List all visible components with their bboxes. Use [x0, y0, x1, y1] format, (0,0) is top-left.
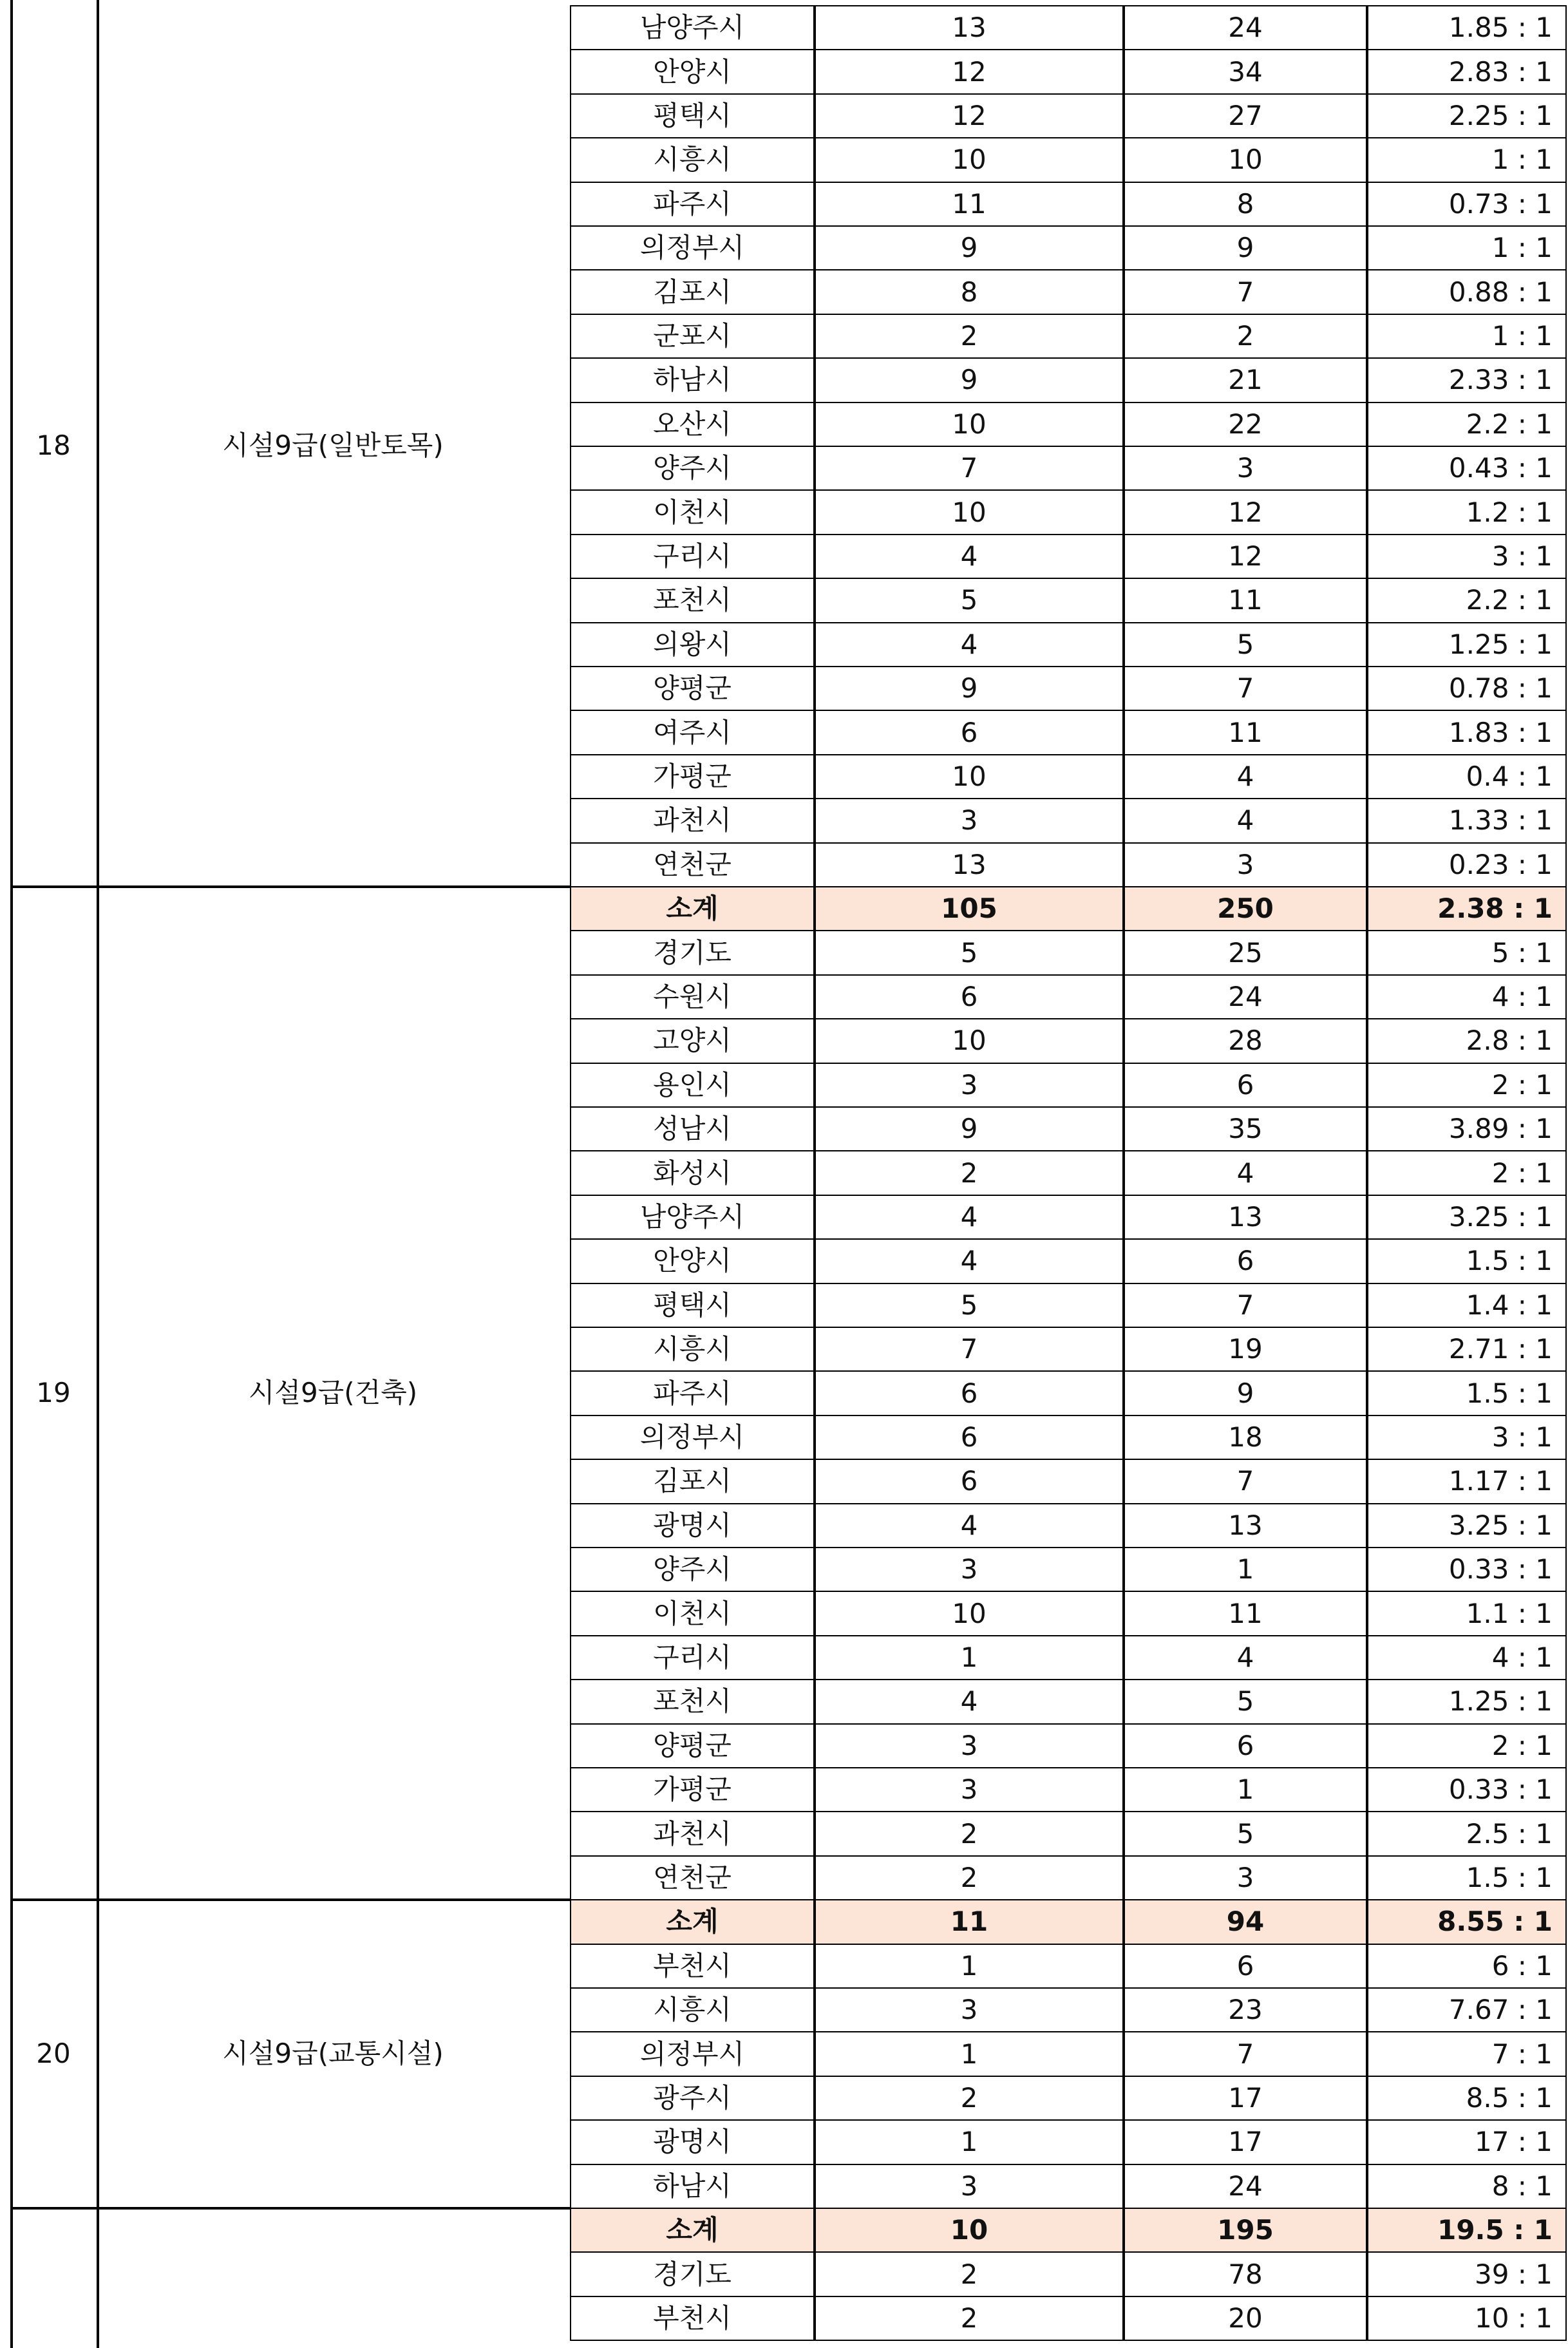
cell-positions: 9 — [815, 225, 1124, 270]
cell-applicants: 25 — [1124, 930, 1367, 975]
cell-positions: 10 — [815, 489, 1124, 535]
cell-applicants: 24 — [1124, 974, 1367, 1019]
cell-applicants: 5 — [1124, 1679, 1367, 1724]
cell-region: 양주시 — [570, 446, 815, 491]
cell-positions: 8 — [815, 269, 1124, 314]
cell-ratio: 8.5 : 1 — [1367, 2076, 1567, 2121]
cell-region: 평택시 — [570, 93, 815, 138]
cell-applicants: 23 — [1124, 1987, 1367, 2032]
cell-positions: 7 — [815, 1327, 1124, 1372]
cell-ratio: 2.71 : 1 — [1367, 1327, 1567, 1372]
cell-region: 가평군 — [570, 754, 815, 799]
cell-positions: 13 — [815, 5, 1124, 50]
cell-positions: 2 — [815, 1811, 1124, 1856]
group-number: 19 — [36, 1376, 71, 1408]
group-separator-line — [10, 2207, 571, 2210]
cell-region: 광명시 — [570, 2119, 815, 2164]
cell-ratio: 2.8 : 1 — [1367, 1018, 1567, 1063]
cell-positions: 9 — [815, 666, 1124, 711]
cell-region: 부천시 — [570, 2296, 815, 2341]
cell-ratio: 2.83 : 1 — [1367, 49, 1567, 94]
cell-ratio: 2.33 : 1 — [1367, 357, 1567, 402]
cell-region: 가평군 — [570, 1767, 815, 1812]
cell-ratio: 2 : 1 — [1367, 1723, 1567, 1768]
cell-applicants: 12 — [1124, 534, 1367, 579]
cell-positions: 3 — [815, 1987, 1124, 2032]
cell-ratio: 4 : 1 — [1367, 1635, 1567, 1680]
cell-region: 의왕시 — [570, 622, 815, 667]
cell-positions: 6 — [815, 1459, 1124, 1504]
cell-positions: 2 — [815, 2296, 1124, 2341]
cell-applicants: 7 — [1124, 2031, 1367, 2076]
cell-ratio: 1.17 : 1 — [1367, 1459, 1567, 1504]
cell-applicants: 17 — [1124, 2119, 1367, 2164]
cell-positions: 5 — [815, 1283, 1124, 1328]
group-category: 시설9급(교통시설) — [222, 2037, 444, 2069]
cell-positions: 2 — [815, 314, 1124, 359]
cell-positions: 4 — [815, 1195, 1124, 1240]
cell-region: 김포시 — [570, 1459, 815, 1504]
cell-applicants: 13 — [1124, 1503, 1367, 1548]
cell-ratio: 1.4 : 1 — [1367, 1283, 1567, 1328]
cell-ratio: 3 : 1 — [1367, 1415, 1567, 1460]
cell-region: 연천군 — [570, 842, 815, 887]
cell-region: 의정부시 — [570, 225, 815, 270]
cell-applicants: 9 — [1124, 225, 1367, 270]
cell-positions: 2 — [815, 2076, 1124, 2121]
cell-applicants: 195 — [1124, 2208, 1367, 2253]
cell-region: 연천군 — [570, 1855, 815, 1900]
cell-positions: 7 — [815, 446, 1124, 491]
cell-region: 시흥시 — [570, 1987, 815, 2032]
cell-ratio: 1 : 1 — [1367, 314, 1567, 359]
cell-applicants: 27 — [1124, 93, 1367, 138]
cell-region: 부천시 — [570, 1944, 815, 1989]
cell-region: 하남시 — [570, 2164, 815, 2209]
cell-ratio: 1 : 1 — [1367, 137, 1567, 182]
cell-region: 시흥시 — [570, 1327, 815, 1372]
cell-region: 양평군 — [570, 1723, 815, 1768]
cell-applicants: 6 — [1124, 1723, 1367, 1768]
cell-ratio: 2.25 : 1 — [1367, 93, 1567, 138]
cell-positions: 3 — [815, 1547, 1124, 1592]
cell-region: 김포시 — [570, 269, 815, 314]
cell-ratio: 2 : 1 — [1367, 1063, 1567, 1108]
cell-ratio: 5 : 1 — [1367, 930, 1567, 975]
cell-applicants: 6 — [1124, 1063, 1367, 1108]
cell-ratio: 8.55 : 1 — [1367, 1899, 1567, 1944]
group-category: 시설9급(건축) — [248, 1376, 418, 1408]
cell-ratio: 2.2 : 1 — [1367, 578, 1567, 623]
cell-applicants: 20 — [1124, 2296, 1367, 2341]
cell-region: 군포시 — [570, 314, 815, 359]
cell-applicants: 11 — [1124, 710, 1367, 755]
cell-ratio: 1.5 : 1 — [1367, 1855, 1567, 1900]
cell-positions: 2 — [815, 1855, 1124, 1900]
cell-positions: 3 — [815, 798, 1124, 843]
cell-positions: 10 — [815, 754, 1124, 799]
cell-region: 파주시 — [570, 1370, 815, 1415]
cell-positions: 10 — [815, 1591, 1124, 1636]
cell-positions: 4 — [815, 1238, 1124, 1283]
cell-positions: 11 — [815, 1899, 1124, 1944]
cell-applicants: 10 — [1124, 137, 1367, 182]
cell-applicants: 5 — [1124, 1811, 1367, 1856]
cell-positions: 1 — [815, 2119, 1124, 2164]
cell-region: 이천시 — [570, 489, 815, 535]
cell-positions: 3 — [815, 1723, 1124, 1768]
left-border-line — [10, 0, 13, 2348]
cell-ratio: 1.2 : 1 — [1367, 489, 1567, 535]
cell-ratio: 1.33 : 1 — [1367, 798, 1567, 843]
cell-ratio: 0.78 : 1 — [1367, 666, 1567, 711]
cell-positions: 10 — [815, 402, 1124, 447]
cell-applicants: 8 — [1124, 182, 1367, 227]
cell-region: 평택시 — [570, 1283, 815, 1328]
cell-positions: 13 — [815, 842, 1124, 887]
cell-applicants: 17 — [1124, 2076, 1367, 2121]
cell-region: 수원시 — [570, 974, 815, 1019]
cell-region: 남양주시 — [570, 5, 815, 50]
cell-positions: 12 — [815, 49, 1124, 94]
cell-positions: 9 — [815, 1106, 1124, 1151]
cell-applicants: 13 — [1124, 1195, 1367, 1240]
cell-ratio: 2.2 : 1 — [1367, 402, 1567, 447]
cell-positions: 1 — [815, 1635, 1124, 1680]
cell-applicants: 3 — [1124, 1855, 1367, 1900]
cell-positions: 6 — [815, 974, 1124, 1019]
cell-applicants: 35 — [1124, 1106, 1367, 1151]
cell-region: 포천시 — [570, 578, 815, 623]
cell-region: 소계 — [570, 2208, 815, 2253]
cell-applicants: 6 — [1124, 1238, 1367, 1283]
cell-region: 오산시 — [570, 402, 815, 447]
cell-applicants: 4 — [1124, 1150, 1367, 1195]
cell-positions: 4 — [815, 1679, 1124, 1724]
cell-ratio: 2 : 1 — [1367, 1150, 1567, 1195]
cell-region: 여주시 — [570, 710, 815, 755]
cell-positions: 11 — [815, 182, 1124, 227]
cell-ratio: 3.25 : 1 — [1367, 1503, 1567, 1548]
cell-region: 고양시 — [570, 1018, 815, 1063]
cell-positions: 10 — [815, 1018, 1124, 1063]
cell-ratio: 0.88 : 1 — [1367, 269, 1567, 314]
cell-region: 양주시 — [570, 1547, 815, 1592]
cell-positions: 1 — [815, 2031, 1124, 2076]
cell-ratio: 3 : 1 — [1367, 534, 1567, 579]
cell-applicants: 94 — [1124, 1899, 1367, 1944]
cell-ratio: 0.43 : 1 — [1367, 446, 1567, 491]
cell-ratio: 10 : 1 — [1367, 2296, 1567, 2341]
cell-region: 구리시 — [570, 534, 815, 579]
cell-applicants: 24 — [1124, 2164, 1367, 2209]
cell-region: 소계 — [570, 886, 815, 931]
cell-positions: 6 — [815, 1370, 1124, 1415]
cell-region: 광명시 — [570, 1503, 815, 1548]
cell-positions: 2 — [815, 1150, 1124, 1195]
cell-region: 과천시 — [570, 1811, 815, 1856]
cell-applicants: 11 — [1124, 1591, 1367, 1636]
cell-region: 이천시 — [570, 1591, 815, 1636]
cell-ratio: 1.25 : 1 — [1367, 622, 1567, 667]
cell-region: 소계 — [570, 1899, 815, 1944]
cell-positions: 4 — [815, 622, 1124, 667]
cell-region: 남양주시 — [570, 1195, 815, 1240]
cell-positions: 10 — [815, 137, 1124, 182]
cell-applicants: 18 — [1124, 1415, 1367, 1460]
cell-applicants: 250 — [1124, 886, 1367, 931]
cell-region: 화성시 — [570, 1150, 815, 1195]
cell-positions: 105 — [815, 886, 1124, 931]
cell-positions: 4 — [815, 1503, 1124, 1548]
cell-applicants: 22 — [1124, 402, 1367, 447]
cell-ratio: 1.1 : 1 — [1367, 1591, 1567, 1636]
cell-ratio: 2.5 : 1 — [1367, 1811, 1567, 1856]
cell-ratio: 3.25 : 1 — [1367, 1195, 1567, 1240]
cell-applicants: 34 — [1124, 49, 1367, 94]
cell-ratio: 1.25 : 1 — [1367, 1679, 1567, 1724]
cell-region: 용인시 — [570, 1063, 815, 1108]
cell-applicants: 1 — [1124, 1767, 1367, 1812]
cell-applicants: 7 — [1124, 1283, 1367, 1328]
cell-ratio: 8 : 1 — [1367, 2164, 1567, 2209]
cell-applicants: 6 — [1124, 1944, 1367, 1989]
cell-ratio: 1 : 1 — [1367, 225, 1567, 270]
cell-region: 안양시 — [570, 1238, 815, 1283]
cell-positions: 2 — [815, 2251, 1124, 2296]
cell-region: 과천시 — [570, 798, 815, 843]
cell-applicants: 2 — [1124, 314, 1367, 359]
cell-ratio: 1.5 : 1 — [1367, 1238, 1567, 1283]
column-divider-line — [97, 0, 99, 2348]
cell-ratio: 7 : 1 — [1367, 2031, 1567, 2076]
cell-ratio: 0.73 : 1 — [1367, 182, 1567, 227]
cell-ratio: 17 : 1 — [1367, 2119, 1567, 2164]
cell-applicants: 7 — [1124, 1459, 1367, 1504]
cell-applicants: 5 — [1124, 622, 1367, 667]
group-separator-line — [10, 1898, 571, 1901]
cell-ratio: 2.38 : 1 — [1367, 886, 1567, 931]
cell-positions: 9 — [815, 357, 1124, 402]
cell-applicants: 19 — [1124, 1327, 1367, 1372]
cell-ratio: 6 : 1 — [1367, 1944, 1567, 1989]
cell-region: 파주시 — [570, 182, 815, 227]
cell-region: 의정부시 — [570, 1415, 815, 1460]
cell-ratio: 1.83 : 1 — [1367, 710, 1567, 755]
cell-applicants: 4 — [1124, 754, 1367, 799]
cell-region: 안양시 — [570, 49, 815, 94]
cell-ratio: 1.85 : 1 — [1367, 5, 1567, 50]
cell-region: 경기도 — [570, 930, 815, 975]
cell-region: 양평군 — [570, 666, 815, 711]
cell-applicants: 7 — [1124, 666, 1367, 711]
cell-positions: 3 — [815, 2164, 1124, 2209]
cell-positions: 5 — [815, 930, 1124, 975]
cell-applicants: 4 — [1124, 798, 1367, 843]
cell-ratio: 0.23 : 1 — [1367, 842, 1567, 887]
cell-applicants: 7 — [1124, 269, 1367, 314]
cell-applicants: 21 — [1124, 357, 1367, 402]
cell-applicants: 12 — [1124, 489, 1367, 535]
group-separator-line — [10, 885, 571, 888]
group-number: 20 — [36, 2037, 71, 2069]
cell-region: 경기도 — [570, 2251, 815, 2296]
cell-positions: 3 — [815, 1767, 1124, 1812]
cell-ratio: 0.33 : 1 — [1367, 1547, 1567, 1592]
cell-positions: 4 — [815, 534, 1124, 579]
cell-positions: 6 — [815, 710, 1124, 755]
cell-applicants: 3 — [1124, 842, 1367, 887]
cell-positions: 6 — [815, 1415, 1124, 1460]
cell-ratio: 4 : 1 — [1367, 974, 1567, 1019]
cell-region: 시흥시 — [570, 137, 815, 182]
cell-applicants: 28 — [1124, 1018, 1367, 1063]
cell-region: 성남시 — [570, 1106, 815, 1151]
cell-region: 포천시 — [570, 1679, 815, 1724]
cell-region: 구리시 — [570, 1635, 815, 1680]
cell-applicants: 24 — [1124, 5, 1367, 50]
cell-positions: 12 — [815, 93, 1124, 138]
cell-ratio: 19.5 : 1 — [1367, 2208, 1567, 2253]
cell-applicants: 3 — [1124, 446, 1367, 491]
cell-applicants: 9 — [1124, 1370, 1367, 1415]
cell-ratio: 3.89 : 1 — [1367, 1106, 1567, 1151]
cell-applicants: 1 — [1124, 1547, 1367, 1592]
cell-region: 의정부시 — [570, 2031, 815, 2076]
cell-ratio: 7.67 : 1 — [1367, 1987, 1567, 2032]
group-category: 시설9급(일반토목) — [222, 430, 444, 461]
cell-ratio: 1.5 : 1 — [1367, 1370, 1567, 1415]
cell-applicants: 11 — [1124, 578, 1367, 623]
cell-ratio: 0.33 : 1 — [1367, 1767, 1567, 1812]
cell-region: 광주시 — [570, 2076, 815, 2121]
cell-applicants: 78 — [1124, 2251, 1367, 2296]
cell-ratio: 39 : 1 — [1367, 2251, 1567, 2296]
cell-positions: 3 — [815, 1063, 1124, 1108]
group-number: 18 — [36, 430, 71, 461]
cell-ratio: 0.4 : 1 — [1367, 754, 1567, 799]
cell-applicants: 4 — [1124, 1635, 1367, 1680]
cell-region: 하남시 — [570, 357, 815, 402]
cell-positions: 1 — [815, 1944, 1124, 1989]
cell-positions: 10 — [815, 2208, 1124, 2253]
cell-positions: 5 — [815, 578, 1124, 623]
